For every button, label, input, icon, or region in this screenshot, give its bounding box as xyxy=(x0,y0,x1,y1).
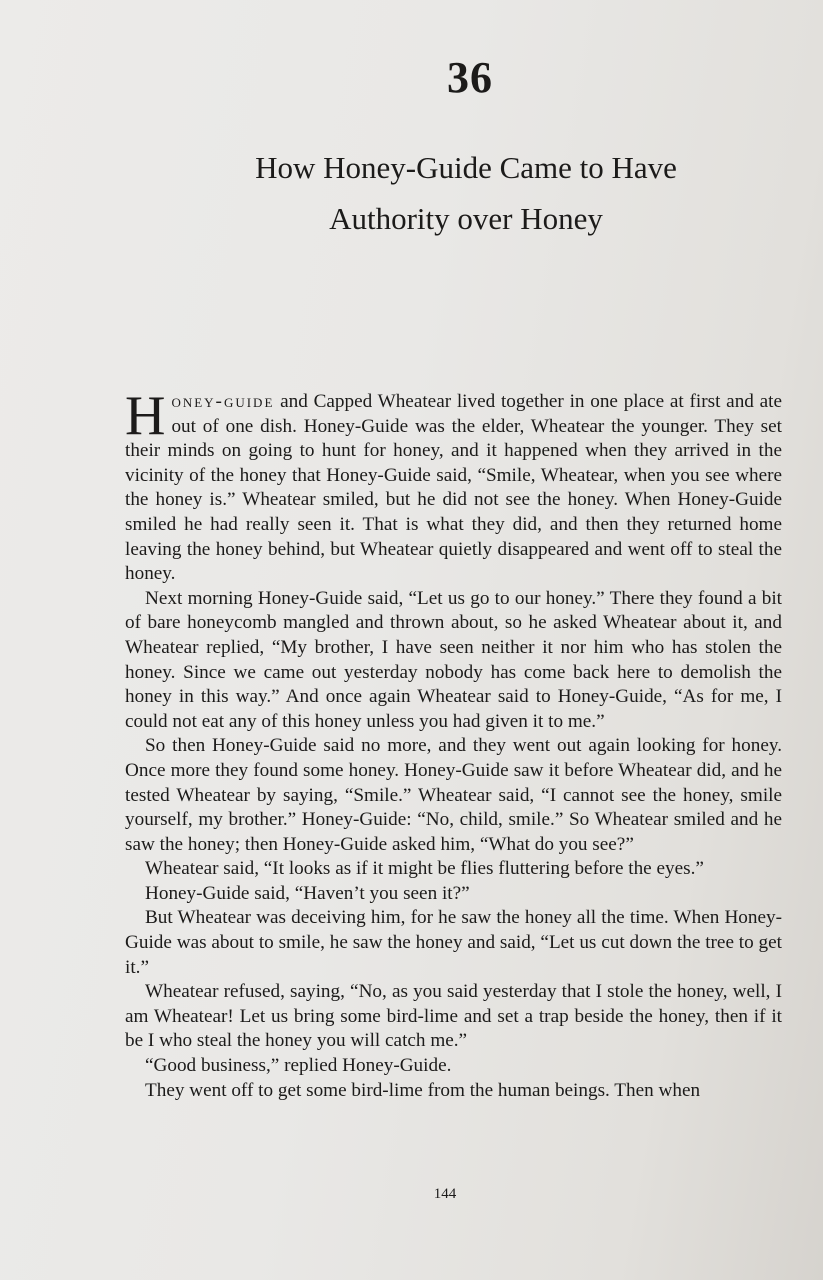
paragraph-4: Wheatear said, “It looks as if it might be flies fluttering before the eyes.” xyxy=(145,858,704,880)
page-number: 144 xyxy=(433,1186,457,1202)
chapter-title xyxy=(0,142,823,244)
chapter-body xyxy=(125,385,782,1103)
paragraph-1 xyxy=(125,385,782,587)
paragraph-8: “Good business,” replied Honey-Guide. xyxy=(145,1055,452,1077)
drop-cap: H xyxy=(125,385,166,447)
chapter-title-line-2: Authority over Honey xyxy=(329,201,603,236)
lead-small-caps: oney-guide xyxy=(171,391,275,412)
chapter-number: 36 xyxy=(447,53,493,102)
chapter-title-line-1: How Honey-Guide Came to Have xyxy=(255,150,677,185)
paragraph-9: They went off to get some bird-lime from the human beings. Then when xyxy=(145,1079,701,1101)
paragraph-6: But Wheatear was deceiving him, for he saw the honey all the time. When Honey-Guide was about to smile, he saw the honey and said, “Let us cut down the tree to get it.” xyxy=(125,907,782,978)
paragraph-3: So then Honey-Guide said no more, and they went out again looking for honey. Once more they found some honey. Honey-Guide saw it before Wheatear did, and he tested Wheatear by saying, “Smile.” Wheatear said, “I cannot see the honey, smile yourself, my brother.” Honey-Guide: “No, child, smile.” So Wheatear smiled and he saw the honey; then Honey-Guide asked him, “What do you see?” xyxy=(125,735,782,855)
paragraph-7: Wheatear refused, saying, “No, as you said yesterday that I stole the honey, well, I am Wheatear! Let us bring some bird-lime and set a trap beside the honey, then if it be I who steal the honey you will catch me.” xyxy=(125,981,782,1052)
paragraph-1-text: and Capped Wheatear lived together in one place at first and ate out of one dish. Honey-Guide was the elder, Wheatear the younger. They set their minds on going to hunt for honey, and it happened when they arrived in the vicinity of the honey that Honey-Guide said, “Smile, Wheatear, when you see where the honey is.” Wheatear smiled, but he did not see the honey. When Honey-Guide smiled he had really seen it. That is what they did, and then they returned home leaving the honey behind, but Wheatear quietly disappeared and went off to steal the honey. xyxy=(125,391,782,585)
paragraph-2: Next morning Honey-Guide said, “Let us go to our honey.” There they found a bit of bare honeycomb mangled and thrown about, so he asked Wheatear about it, and Wheatear replied, “My brother, I have seen neither it nor him who has stolen the honey. Since we came out yesterday nobody has come back here to demolish the honey in this way.” And once again Wheatear said to Honey-Guide, “As for me, I could not eat any of this honey unless you had given it to me.” xyxy=(125,587,782,732)
paragraph-5: Honey-Guide said, “Haven’t you seen it?” xyxy=(145,882,470,904)
